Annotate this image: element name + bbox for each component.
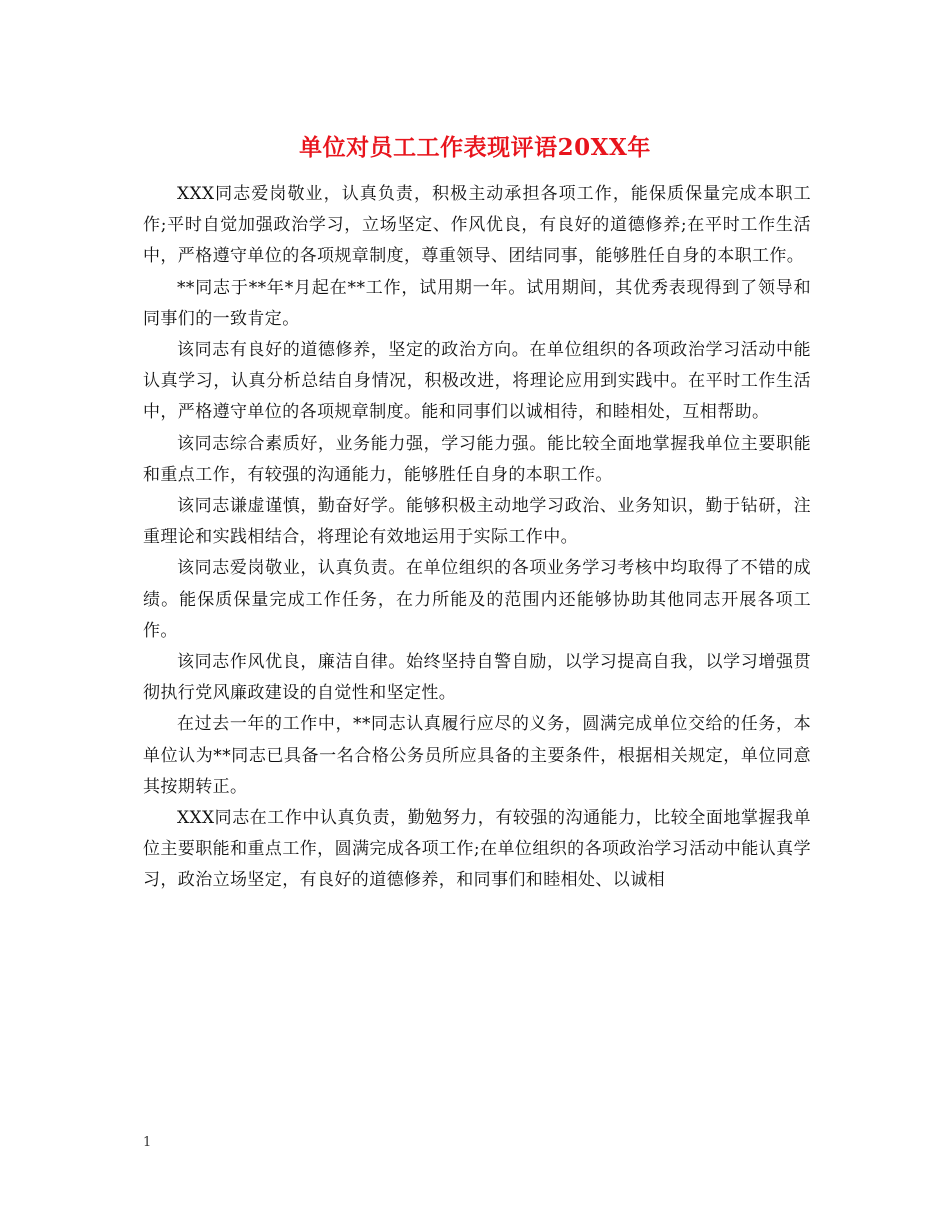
paragraph-5: 该同志谦虚谨慎，勤奋好学。能够积极主动地学习政治、业务知识，勤于钻研，注重理论和实践相结合，将理论有效地运用于实际工作中。	[143, 496, 811, 548]
page-number: 1	[143, 1135, 152, 1150]
paragraph-7: 该同志作风优良，廉洁自律。始终坚持自警自励，以学习提高自我，以学习增强贯彻执行党风廉政建设的自觉性和坚定性。	[143, 652, 811, 704]
paragraph-9: XXX同志在工作中认真负责，勤勉努力，有较强的沟通能力，比较全面地掌握我单位主要职能和重点工作，圆满完成各项工作;在单位组织的各项政治学习活动中能认真学习，政治立场坚定，有良好的道德修养，和同事们和睦相处、以诚相	[143, 808, 811, 891]
document-body	[143, 179, 811, 897]
paragraph-8: 在过去一年的工作中，**同志认真履行应尽的义务，圆满完成单位交给的任务，本单位认为**同志已具备一名合格公务员所应具备的主要条件，根据相关规定，单位同意其按期转正。	[143, 714, 811, 797]
paragraph-1: XXX同志爱岗敬业，认真负责，积极主动承担各项工作，能保质保量完成本职工作;平时自觉加强政治学习，立场坚定、作风优良，有良好的道德修养;在平时工作生活中，严格遵守单位的各项规章制度，尊重领导、团结同事，能够胜任自身的本职工作。	[143, 184, 811, 267]
paragraph-6: 该同志爱岗敬业，认真负责。在单位组织的各项业务学习考核中均取得了不错的成绩。能保质保量完成工作任务，在力所能及的范围内还能够协助其他同志开展各项工作。	[143, 558, 811, 641]
paragraph-2: **同志于**年*月起在**工作，试用期一年。试用期间，其优秀表现得到了领导和同事们的一致肯定。	[143, 277, 811, 329]
paragraph-4: 该同志综合素质好，业务能力强，学习能力强。能比较全面地掌握我单位主要职能和重点工作，有较强的沟通能力，能够胜任自身的本职工作。	[143, 433, 811, 485]
document-title: 单位对员工工作表现评语20XX年	[299, 134, 651, 161]
paragraph-3: 该同志有良好的道德修养，坚定的政治方向。在单位组织的各项政治学习活动中能认真学习，认真分析总结自身情况，积极改进，将理论应用到实践中。在平时工作生活中，严格遵守单位的各项规章制度。能和同事们以诚相待，和睦相处，互相帮助。	[143, 340, 811, 423]
